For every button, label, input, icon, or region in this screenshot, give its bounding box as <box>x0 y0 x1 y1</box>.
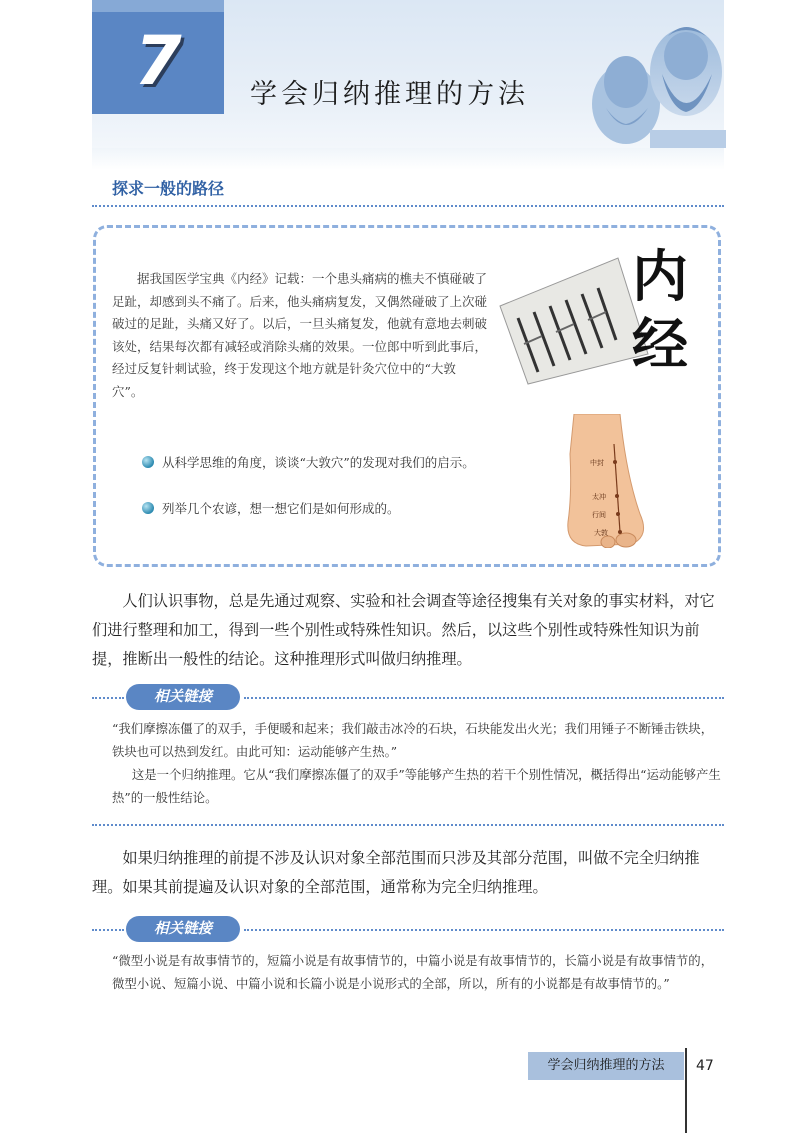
acupoint-foot-image <box>556 414 652 548</box>
chapter-number: 7 <box>134 22 182 101</box>
link-divider-left <box>92 697 124 699</box>
chapter-number-strip <box>92 0 224 12</box>
acupoint-label: 中封 <box>590 459 604 467</box>
link-divider-left <box>92 929 124 931</box>
acupoint-label: 大敦 <box>594 529 608 537</box>
section-divider <box>92 205 724 207</box>
acupoint-label: 太冲 <box>592 493 606 501</box>
main-paragraph: 如果归纳推理的前提不涉及认识对象全部范围而只涉及其部分范围，叫做不完全归纳推理。如果其前提遍及认识对象的全部范围，通常称为完全归纳推理。 <box>92 849 700 896</box>
page-number: 47 <box>696 1058 714 1074</box>
footer-divider <box>685 1048 687 1133</box>
question-text: 列举几个农谚，想一想它们是如何形成的。 <box>162 501 400 516</box>
related-link-tag: 相关链接 <box>126 684 240 710</box>
bullet-icon <box>142 502 154 514</box>
main-paragraph: 人们认识事物，总是先通过观察、实验和社会调查等途径搜集有关对象的事实材料，对它们进行整理和加工，得到一些个别性或特殊性知识。然后，以这些个别性或特殊性知识为前提，推断出一般性的结论。这种推理形式叫做归纳推理。 <box>92 592 715 668</box>
book-title-char-2: 经 <box>632 312 688 378</box>
section-title: 探求一般的路径 <box>112 179 225 198</box>
chapter-title: 学会归纳推理的方法 <box>250 79 529 110</box>
related-link-quote: “我们摩擦冻僵了的双手，手便暖和起来；我们敲击冰冷的石块，石块能发出火光；我们用锤子不断锤击铁块，铁块也可以热到发红。由此可知：运动能够产生热。” <box>112 721 714 759</box>
related-link-explanation: 这是一个归纳推理。它从“我们摩擦冻僵了的双手”等能够产生热的若干个别性情况，概括得出“运动能够产生热”的一般性结论。 <box>112 767 721 805</box>
case-story-text: 据我国医学宝典《内经》记载：一个患头痛病的樵夫不慎碰破了足趾，却感到头不痛了。后来，他头痛病复发，又偶然碰破了上次碰破过的足趾，头痛又好了。以后，一旦头痛复发，他就有意地去刺破该处，结果每次都有减轻或消除头痛的效果。一位郎中听到此事后，经过反复针刺试验，终于发现这个地方就是针灸穴位中的“大敦穴”。 <box>112 271 488 399</box>
link-divider-bottom <box>92 824 724 826</box>
link-divider-right <box>244 697 724 699</box>
acupoint-label: 行间 <box>592 511 606 519</box>
footer-section-label: 学会归纳推理的方法 <box>547 1058 665 1073</box>
philosopher-portrait-image <box>586 12 726 148</box>
link-divider-right <box>244 929 724 931</box>
related-link-tag: 相关链接 <box>126 916 240 942</box>
book-title-char-1: 内 <box>632 244 688 310</box>
bullet-icon <box>142 456 154 468</box>
header-fade <box>92 148 724 170</box>
question-item <box>112 498 492 520</box>
related-link-quote: “微型小说是有故事情节的，短篇小说是有故事情节的，中篇小说是有故事情节的，长篇小说是有故事情节的，微型小说、短篇小说、中篇小说和长篇小说是小说形式的全部，所以，所有的小说都是有故事情节的。” <box>112 953 714 991</box>
neijing-book-image <box>498 236 698 386</box>
question-item <box>112 452 492 474</box>
question-text: 从科学思维的角度，谈谈“大敦穴”的发现对我们的启示。 <box>162 455 475 470</box>
